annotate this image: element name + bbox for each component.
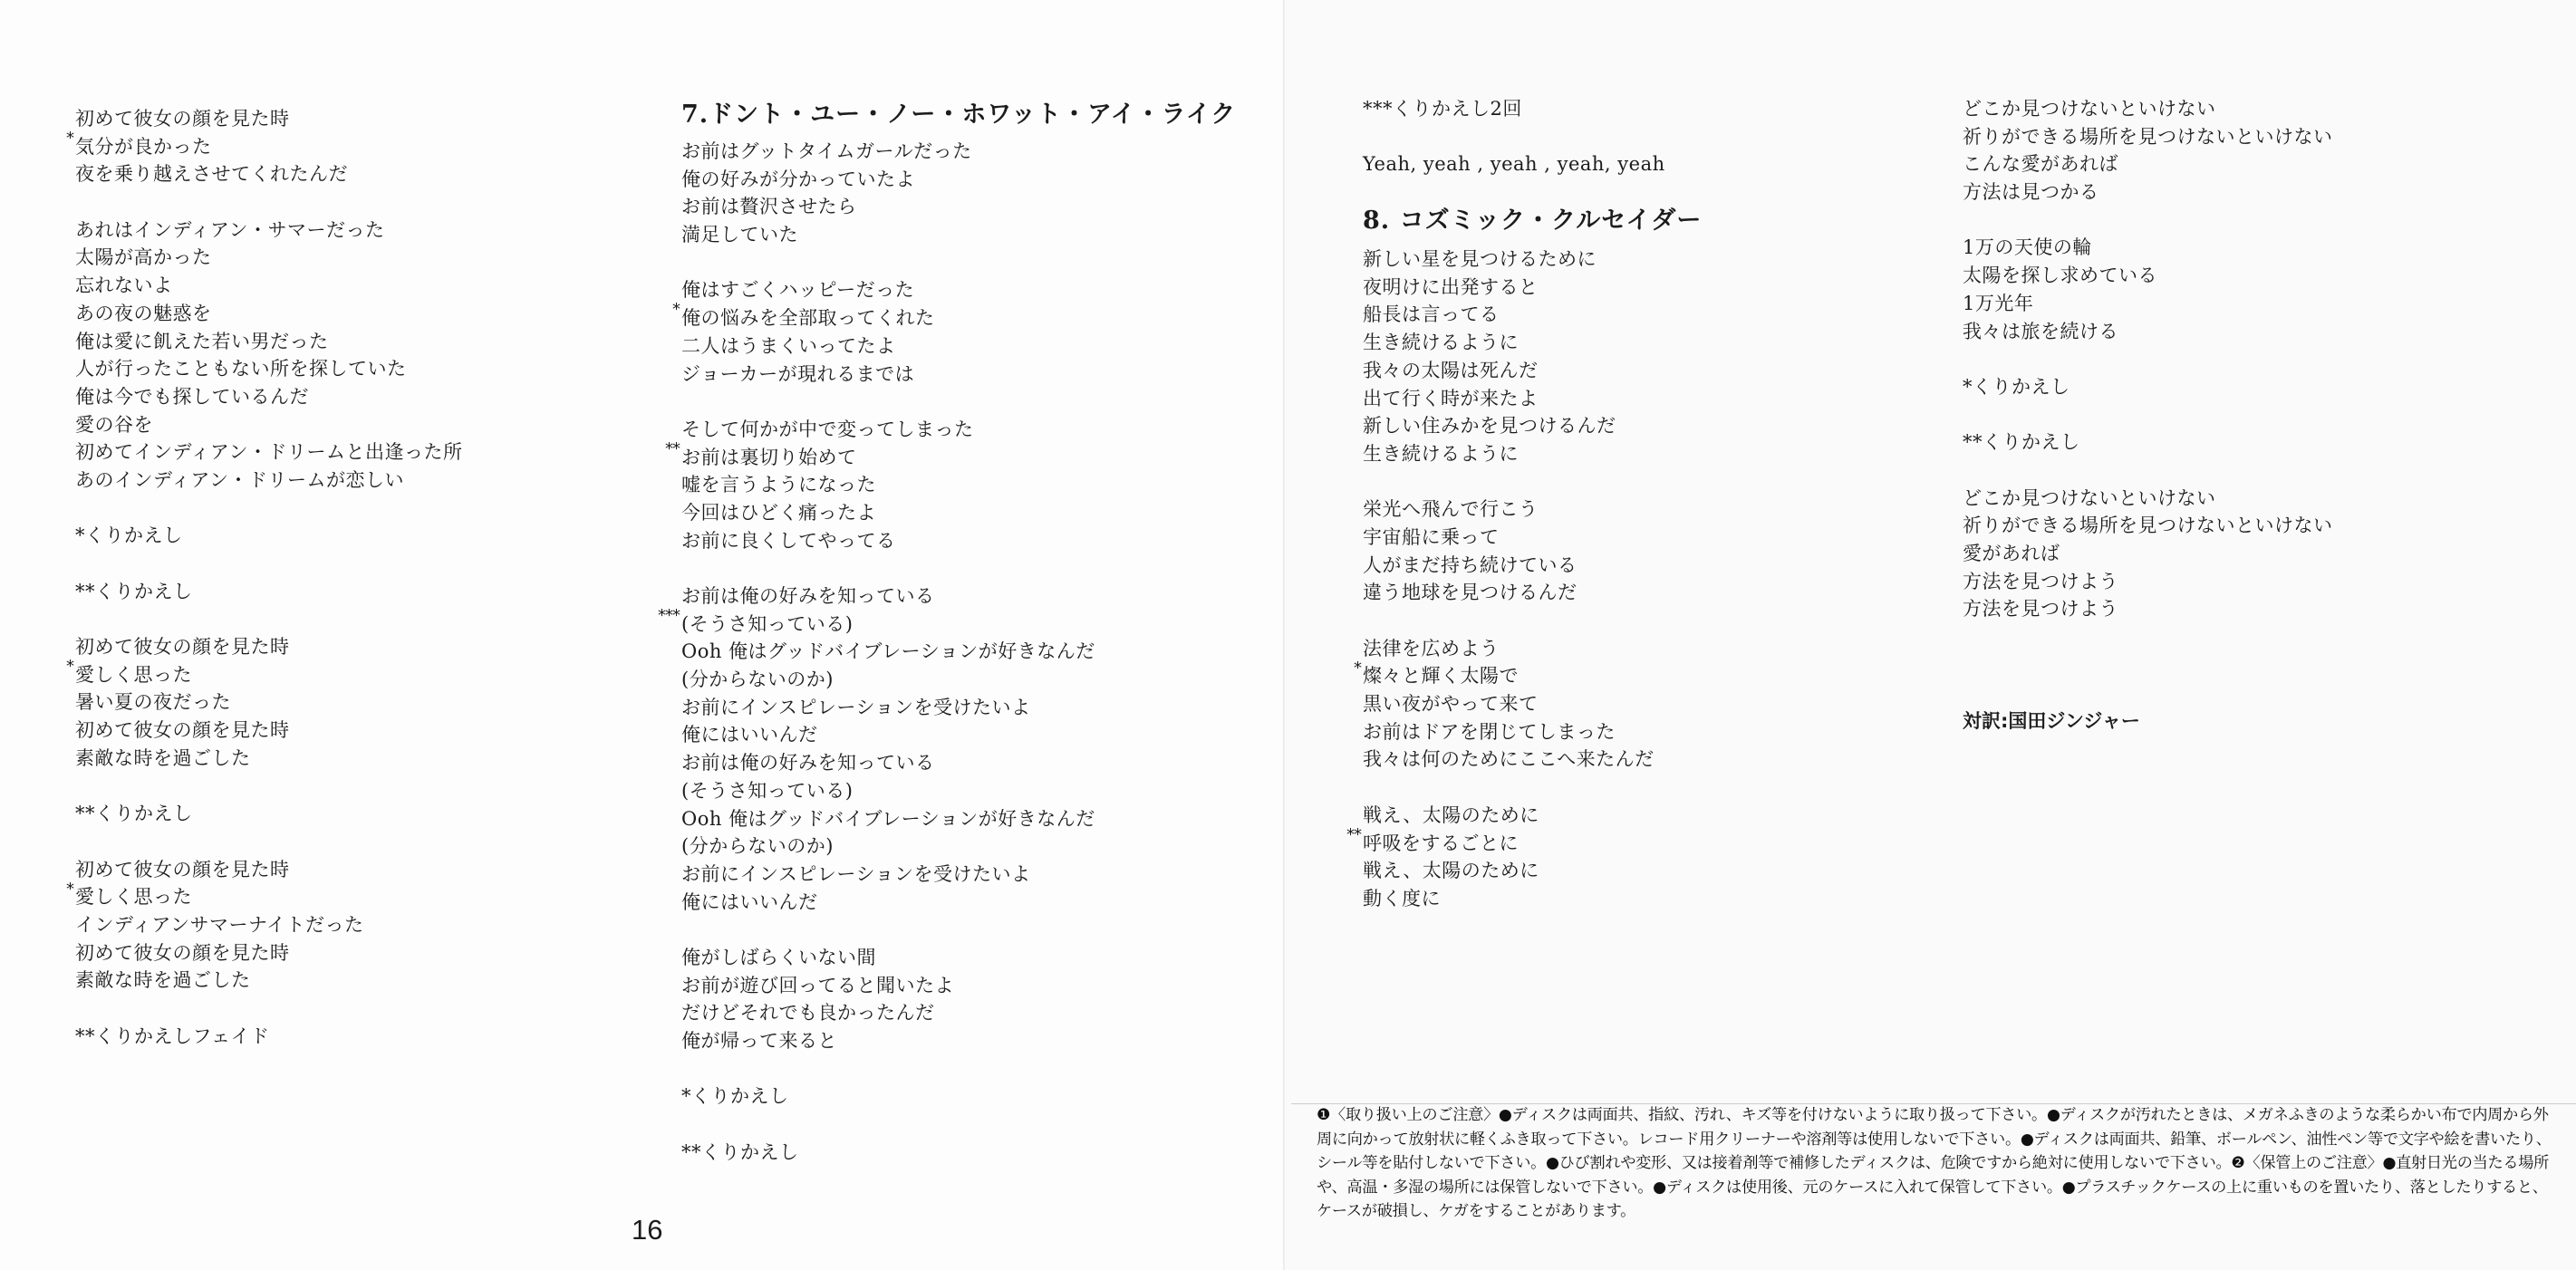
lyric-line	[681, 471, 1236, 499]
lyric-text: **くりかえしフェイド	[75, 1025, 270, 1047]
lyric-line	[681, 999, 1236, 1027]
lyric-line	[1963, 234, 2333, 262]
lyric-text: 愛しく思った	[75, 886, 192, 909]
lyric-line: * 初めて彼女の顔を見た時	[66, 858, 290, 899]
lyrics-column-3	[1346, 95, 1703, 913]
lyric-line	[75, 800, 462, 828]
lyric-text: 満足していた	[681, 224, 798, 246]
lyric-line	[681, 444, 1236, 472]
lyric-text: Ooh 俺はグッドバイブレーションが好きなんだ	[681, 807, 1095, 830]
lyric-line	[75, 244, 462, 272]
lyric-line	[75, 883, 462, 911]
lyrics-column-2	[658, 96, 1237, 1166]
lyric-text: (そうさ知っている)	[681, 779, 854, 802]
lyric-text: 嘘を言うようになった	[681, 474, 876, 496]
lyric-text: (そうさ知っている)	[681, 612, 854, 635]
lyric-text: 愛の谷を	[75, 413, 153, 436]
lyric-text: 暑い夏の夜だった	[75, 691, 231, 714]
stanza-gap	[681, 1055, 1236, 1083]
lyric-text: 戦え、太陽のために	[1363, 860, 1539, 882]
lyric-line	[1363, 690, 1702, 718]
lyric-line	[1963, 123, 2333, 151]
lyric-line	[681, 499, 1236, 527]
lyric-line	[75, 438, 462, 467]
lyric-line: * 初めて彼女の顔を見た時	[66, 636, 290, 677]
lyric-line	[1363, 385, 1702, 413]
lyric-text: 出て行く時が来たよ	[1363, 387, 1539, 409]
lyric-line	[1363, 495, 1702, 524]
lyric-line: * 初めて彼女の顔を見た時	[66, 108, 290, 148]
lyric-text: 人が行ったこともない所を探していた	[75, 358, 407, 380]
lyric-line	[75, 328, 462, 356]
lyric-text: 我々は何のためにここへ来たんだ	[1363, 748, 1655, 771]
lyric-text: そして何かが中で変ってしまった	[681, 418, 974, 440]
lyric-line	[681, 889, 1236, 917]
lyric-text: 1万の天使の輪	[1963, 236, 2092, 259]
lyric-line	[681, 805, 1236, 833]
lyric-text: あのインディアン・ドリームが恋しい	[75, 468, 404, 491]
lyric-text: **くりかえし	[75, 803, 193, 825]
lyric-line	[1963, 485, 2333, 513]
lyric-text: 今回はひどく痛ったよ	[681, 501, 876, 524]
lyric-line	[681, 332, 1236, 361]
lyric-text: 初めて彼女の顔を見た時	[75, 636, 290, 659]
lyric-text: *くりかえし	[1963, 375, 2070, 398]
lyric-line	[1363, 552, 1702, 580]
lyric-line	[681, 1139, 1236, 1167]
lyric-text: お前に良くしてやってる	[681, 529, 896, 552]
stanza-gap	[1363, 607, 1702, 635]
lyric-line	[1363, 274, 1702, 302]
lyrics-column-1	[66, 105, 463, 1050]
lyric-line	[1363, 857, 1702, 885]
stanza-gap	[75, 188, 462, 216]
lyric-line	[75, 272, 462, 300]
lyric-line	[75, 383, 462, 411]
lyric-text: (分からないのか)	[681, 669, 834, 691]
lyric-line	[681, 944, 1236, 972]
lyric-text: 俺にはいいんだ	[681, 724, 818, 746]
lyric-line	[75, 661, 462, 689]
lyric-text: お前は贅沢させたら	[681, 196, 857, 218]
lyric-text: 動く度に	[1363, 887, 1441, 909]
lyric-line	[75, 355, 462, 383]
lyric-line	[681, 221, 1236, 249]
lyric-line	[75, 522, 462, 550]
lyric-line	[1963, 178, 2333, 207]
lyric-text: Ooh 俺はグッドバイブレーションが好きなんだ	[681, 640, 1095, 663]
lyric-line	[75, 160, 462, 188]
lyric-line	[75, 717, 462, 745]
lyric-line	[1963, 428, 2333, 457]
lyric-line	[1963, 95, 2333, 123]
lyric-text: 方法を見つけよう	[1963, 570, 2118, 592]
lyric-text: 俺が帰って来ると	[681, 1030, 837, 1052]
lyric-text: 愛しく思った	[75, 663, 192, 686]
lyric-text: 生き続けるように	[1363, 332, 1519, 354]
song-title-7: 7.ドント・ユー・ノー・ホワット・アイ・ライク	[681, 101, 1237, 129]
lyric-line	[681, 166, 1236, 194]
stanza-gap	[1963, 401, 2333, 429]
lyric-text: 俺の悩みを全部取ってくれた	[681, 307, 935, 330]
lyric-line	[1363, 579, 1702, 607]
lyric-line	[1363, 718, 1702, 746]
stanza-gap	[75, 605, 462, 633]
lyric-line	[1363, 524, 1702, 552]
stanza-gap	[75, 995, 462, 1023]
lyric-text: お前はグットタイムガールだった	[681, 140, 972, 162]
lyric-line	[681, 611, 1236, 639]
lyric-text: お前は裏切り始めて	[681, 446, 857, 468]
lyric-text: 太陽を探し求めている	[1963, 265, 2157, 287]
lyric-line	[1363, 662, 1702, 690]
lyric-line	[681, 1027, 1236, 1055]
right-page	[1285, 0, 2576, 1270]
lyric-line	[1363, 329, 1702, 357]
lyric-text: 俺は今でも探しているんだ	[75, 385, 309, 408]
lyric-text: **くりかえし	[75, 580, 193, 602]
lyric-text: 素敵な時を過ごした	[75, 746, 251, 769]
lyric-text: *くりかえし	[75, 524, 183, 547]
lyric-text: お前はドアを閉じてしまった	[1363, 720, 1616, 743]
lyric-text: 祈りができる場所を見つけないといけない	[1963, 125, 2333, 148]
lyric-line	[681, 832, 1236, 861]
lyric-line	[681, 361, 1236, 389]
lyric-line	[75, 911, 462, 939]
lyric-text: 1万光年	[1963, 292, 2034, 314]
lyric-line	[1963, 290, 2333, 318]
lyric-line	[681, 694, 1236, 722]
stanza-gap	[681, 916, 1236, 944]
lyric-line	[681, 193, 1236, 221]
lyric-line	[681, 721, 1236, 749]
lyric-text: 方法は見つかる	[1963, 181, 2099, 204]
lyric-text: 初めて彼女の顔を見た時	[75, 858, 290, 880]
lyric-line	[1963, 540, 2333, 568]
lyric-line: ** そして何かが中で変ってしまった	[665, 418, 974, 458]
lyric-line	[75, 745, 462, 773]
lyric-line	[75, 578, 462, 606]
lyric-line	[1363, 245, 1702, 274]
lyric-text: *くりかえし	[681, 1085, 789, 1108]
lyric-line	[75, 939, 462, 967]
lyric-line: *** お前は俺の好みを知っている	[658, 585, 935, 625]
lyric-text: お前にインスピレーションを受けたいよ	[681, 862, 1031, 885]
lyrics-column-4	[1963, 95, 2333, 623]
stanza-gap	[1963, 207, 2333, 235]
lyric-line	[1963, 262, 2333, 290]
stanza-gap	[681, 554, 1236, 582]
lyric-text: 俺はすごくハッピーだった	[681, 279, 915, 302]
lyric-line	[75, 300, 462, 328]
lyric-line	[1963, 150, 2333, 178]
lyric-text: 我々の太陽は死んだ	[1363, 359, 1539, 381]
lyric-text: お前は俺の好みを知っている	[681, 752, 935, 775]
lyric-line	[1963, 568, 2333, 596]
lyric-text: 俺の好みが分かっていたよ	[681, 168, 915, 190]
lyric-text: 夜を乗り越えさせてくれたんだ	[75, 163, 348, 186]
lyric-line	[1963, 595, 2333, 623]
left-page	[0, 0, 1285, 1270]
lyric-text: ***くりかえし2回	[1363, 98, 1522, 120]
lyric-line	[1363, 95, 1702, 123]
lyric-line	[75, 1023, 462, 1051]
lyric-line: * 法律を広めよう	[1354, 637, 1500, 678]
song-title-8: 8. コズミック・クルセイダー	[1363, 207, 1703, 236]
lyric-text: 新しい星を見つけるために	[1363, 248, 1597, 271]
lyric-line	[1363, 412, 1702, 440]
lyric-text: (分からないのか)	[681, 835, 834, 858]
disc-care-notice: ❶〈取り扱い上のご注意〉●ディスクは両面共、指紋、汚れ、キズ等を付けないように取り扱って下さい。●ディスクが汚れたときは、メガネふきのような柔らかい布で内周から外周に向かって放射状に軽くふき取って下さい。レコード用クリーナーや溶剤等は使用しないで下さい。●ディスクは両面共、鉛筆、ボールペン、油性ペン等で文字や絵を書いたり、シール等を貼付しないで下さい。●ひび割れや変形、又は接着剤等で補修したディスクは、危険ですから絶対に使用しないで下さい。❷〈保管上のご注意〉●直射日光の当たる場所や、高温・多湿の場所には保管しないで下さい。●ディスクは使用後、元のケースに入れて保管して下さい。●プラスチックケースの上に重いものを置いたり、落としたりすると、ケースが破損し、ケガをすることがあります。	[1317, 1106, 2552, 1220]
lyric-text: だけどそれでも良かったんだ	[681, 1002, 935, 1025]
lyric-text: 我々は旅を続ける	[1963, 320, 2118, 342]
stanza-gap	[75, 495, 462, 523]
lyric-line	[681, 972, 1236, 1000]
lyric-line	[681, 138, 1236, 166]
stanza-gap	[681, 249, 1236, 277]
lyric-text: 初めてインディアン・ドリームと出逢った所	[75, 441, 463, 464]
lyric-text: あの夜の魅惑を	[75, 302, 212, 324]
stanza-gap	[75, 773, 462, 801]
lyric-text: 初めて彼女の顔を見た時	[75, 941, 290, 964]
lyric-line: * 俺はすごくハッピーだった	[672, 279, 915, 320]
lyric-line	[1363, 830, 1702, 858]
lyric-text: 初めて彼女の顔を見た時	[75, 108, 290, 130]
lyric-text: 違う地球を見つけるんだ	[1363, 582, 1577, 604]
lyric-text: 方法を見つけよう	[1963, 598, 2118, 621]
lyric-text: どこか見つけないといけない	[1963, 98, 2216, 120]
lyric-text: お前は俺の好みを知っている	[681, 585, 935, 607]
lyric-text: 素敵な時を過ごした	[75, 969, 251, 992]
lyric-line	[1963, 512, 2333, 540]
lyric-line	[75, 216, 462, 245]
stanza-gap	[75, 828, 462, 856]
stanza-gap	[1963, 457, 2333, 485]
lyric-line	[1363, 150, 1702, 178]
lyric-text: 愛があれば	[1963, 543, 2060, 564]
lyric-line	[681, 1082, 1236, 1111]
lyric-text: 夜明けに出発すると	[1363, 275, 1539, 298]
lyric-line	[75, 467, 462, 495]
lyric-line	[681, 749, 1236, 777]
lyric-text: 栄光へ飛んで行こう	[1363, 498, 1539, 521]
lyric-line	[681, 304, 1236, 332]
lyric-text: 燦々と輝く太陽で	[1363, 665, 1519, 688]
lyric-line	[681, 527, 1236, 555]
lyric-text: こんな愛があれば	[1963, 153, 2118, 176]
lyric-line	[1963, 318, 2333, 346]
lyric-line	[1363, 746, 1702, 774]
lyric-line	[1363, 301, 1702, 329]
lyric-line	[1363, 440, 1702, 468]
page-number: 16	[632, 1214, 663, 1246]
lyric-text: 俺がしばらくいない間	[681, 946, 876, 968]
lyric-text: どこか見つけないといけない	[1963, 486, 2216, 509]
lyric-text: 戦え、太陽のために	[1363, 803, 1539, 826]
lyric-line	[1963, 373, 2333, 401]
lyric-text: あれはインディアン・サマーだった	[75, 218, 385, 241]
lyric-text: お前にインスピレーションを受けたいよ	[681, 696, 1031, 718]
lyric-text: 新しい住みかを見つけるんだ	[1363, 415, 1616, 438]
lyric-text: 俺にはいいんだ	[681, 890, 818, 913]
lyric-text: 気分が良かった	[75, 135, 212, 158]
lyric-text: 太陽が高かった	[75, 246, 212, 269]
lyric-text: ジョーカーが現れるまでは	[681, 362, 915, 385]
stanza-gap	[75, 550, 462, 578]
lyric-text: 黒い夜がやって来て	[1363, 693, 1539, 716]
lyric-text: 法律を広めよう	[1363, 637, 1500, 659]
lyric-text: 祈りができる場所を見つけないといけない	[1963, 515, 2333, 537]
lyric-line	[681, 777, 1236, 805]
lyric-line	[75, 411, 462, 439]
lyric-text: **くりかえし	[681, 1140, 799, 1163]
lyric-text: 俺は愛に飢えた若い男だった	[75, 330, 329, 352]
lyric-text: インディアンサマーナイトだった	[75, 913, 364, 936]
lyric-line	[75, 688, 462, 717]
lyric-line	[681, 666, 1236, 694]
lyric-line	[1363, 885, 1702, 913]
lyric-line	[75, 967, 462, 995]
lyric-line	[75, 133, 462, 161]
lyric-line	[681, 861, 1236, 889]
lyric-text: 忘れないよ	[75, 274, 173, 297]
lyric-line	[681, 638, 1236, 666]
lyric-text: Yeah, yeah , yeah , yeah, yeah	[1363, 153, 1665, 176]
stanza-gap	[681, 388, 1236, 416]
stanza-gap	[1963, 345, 2333, 373]
lyric-text: 呼吸をするごとに	[1363, 832, 1519, 854]
lyric-line: ** 戦え、太陽のために	[1346, 803, 1539, 844]
lyric-text: お前が遊び回ってると聞いたよ	[681, 974, 954, 996]
lyric-text: 宇宙船に乗って	[1363, 525, 1500, 548]
stanza-gap	[1363, 468, 1702, 496]
lyric-text: 船長は言ってる	[1363, 303, 1500, 326]
lyric-text: **くりかえし	[1963, 431, 2080, 454]
lyric-text: 人がまだ持ち続けている	[1363, 553, 1577, 576]
lyric-line	[1363, 357, 1702, 385]
stanza-gap	[1363, 123, 1702, 151]
translator-credit: 対訳:国田ジンジャー	[1963, 710, 2140, 732]
stanza-gap	[1363, 774, 1702, 802]
stanza-gap	[681, 1111, 1236, 1139]
lyric-text: 二人はうまくいってたよ	[681, 334, 896, 357]
lyric-text: 生き続けるように	[1363, 442, 1519, 465]
lyric-text: 初めて彼女の顔を見た時	[75, 719, 290, 742]
